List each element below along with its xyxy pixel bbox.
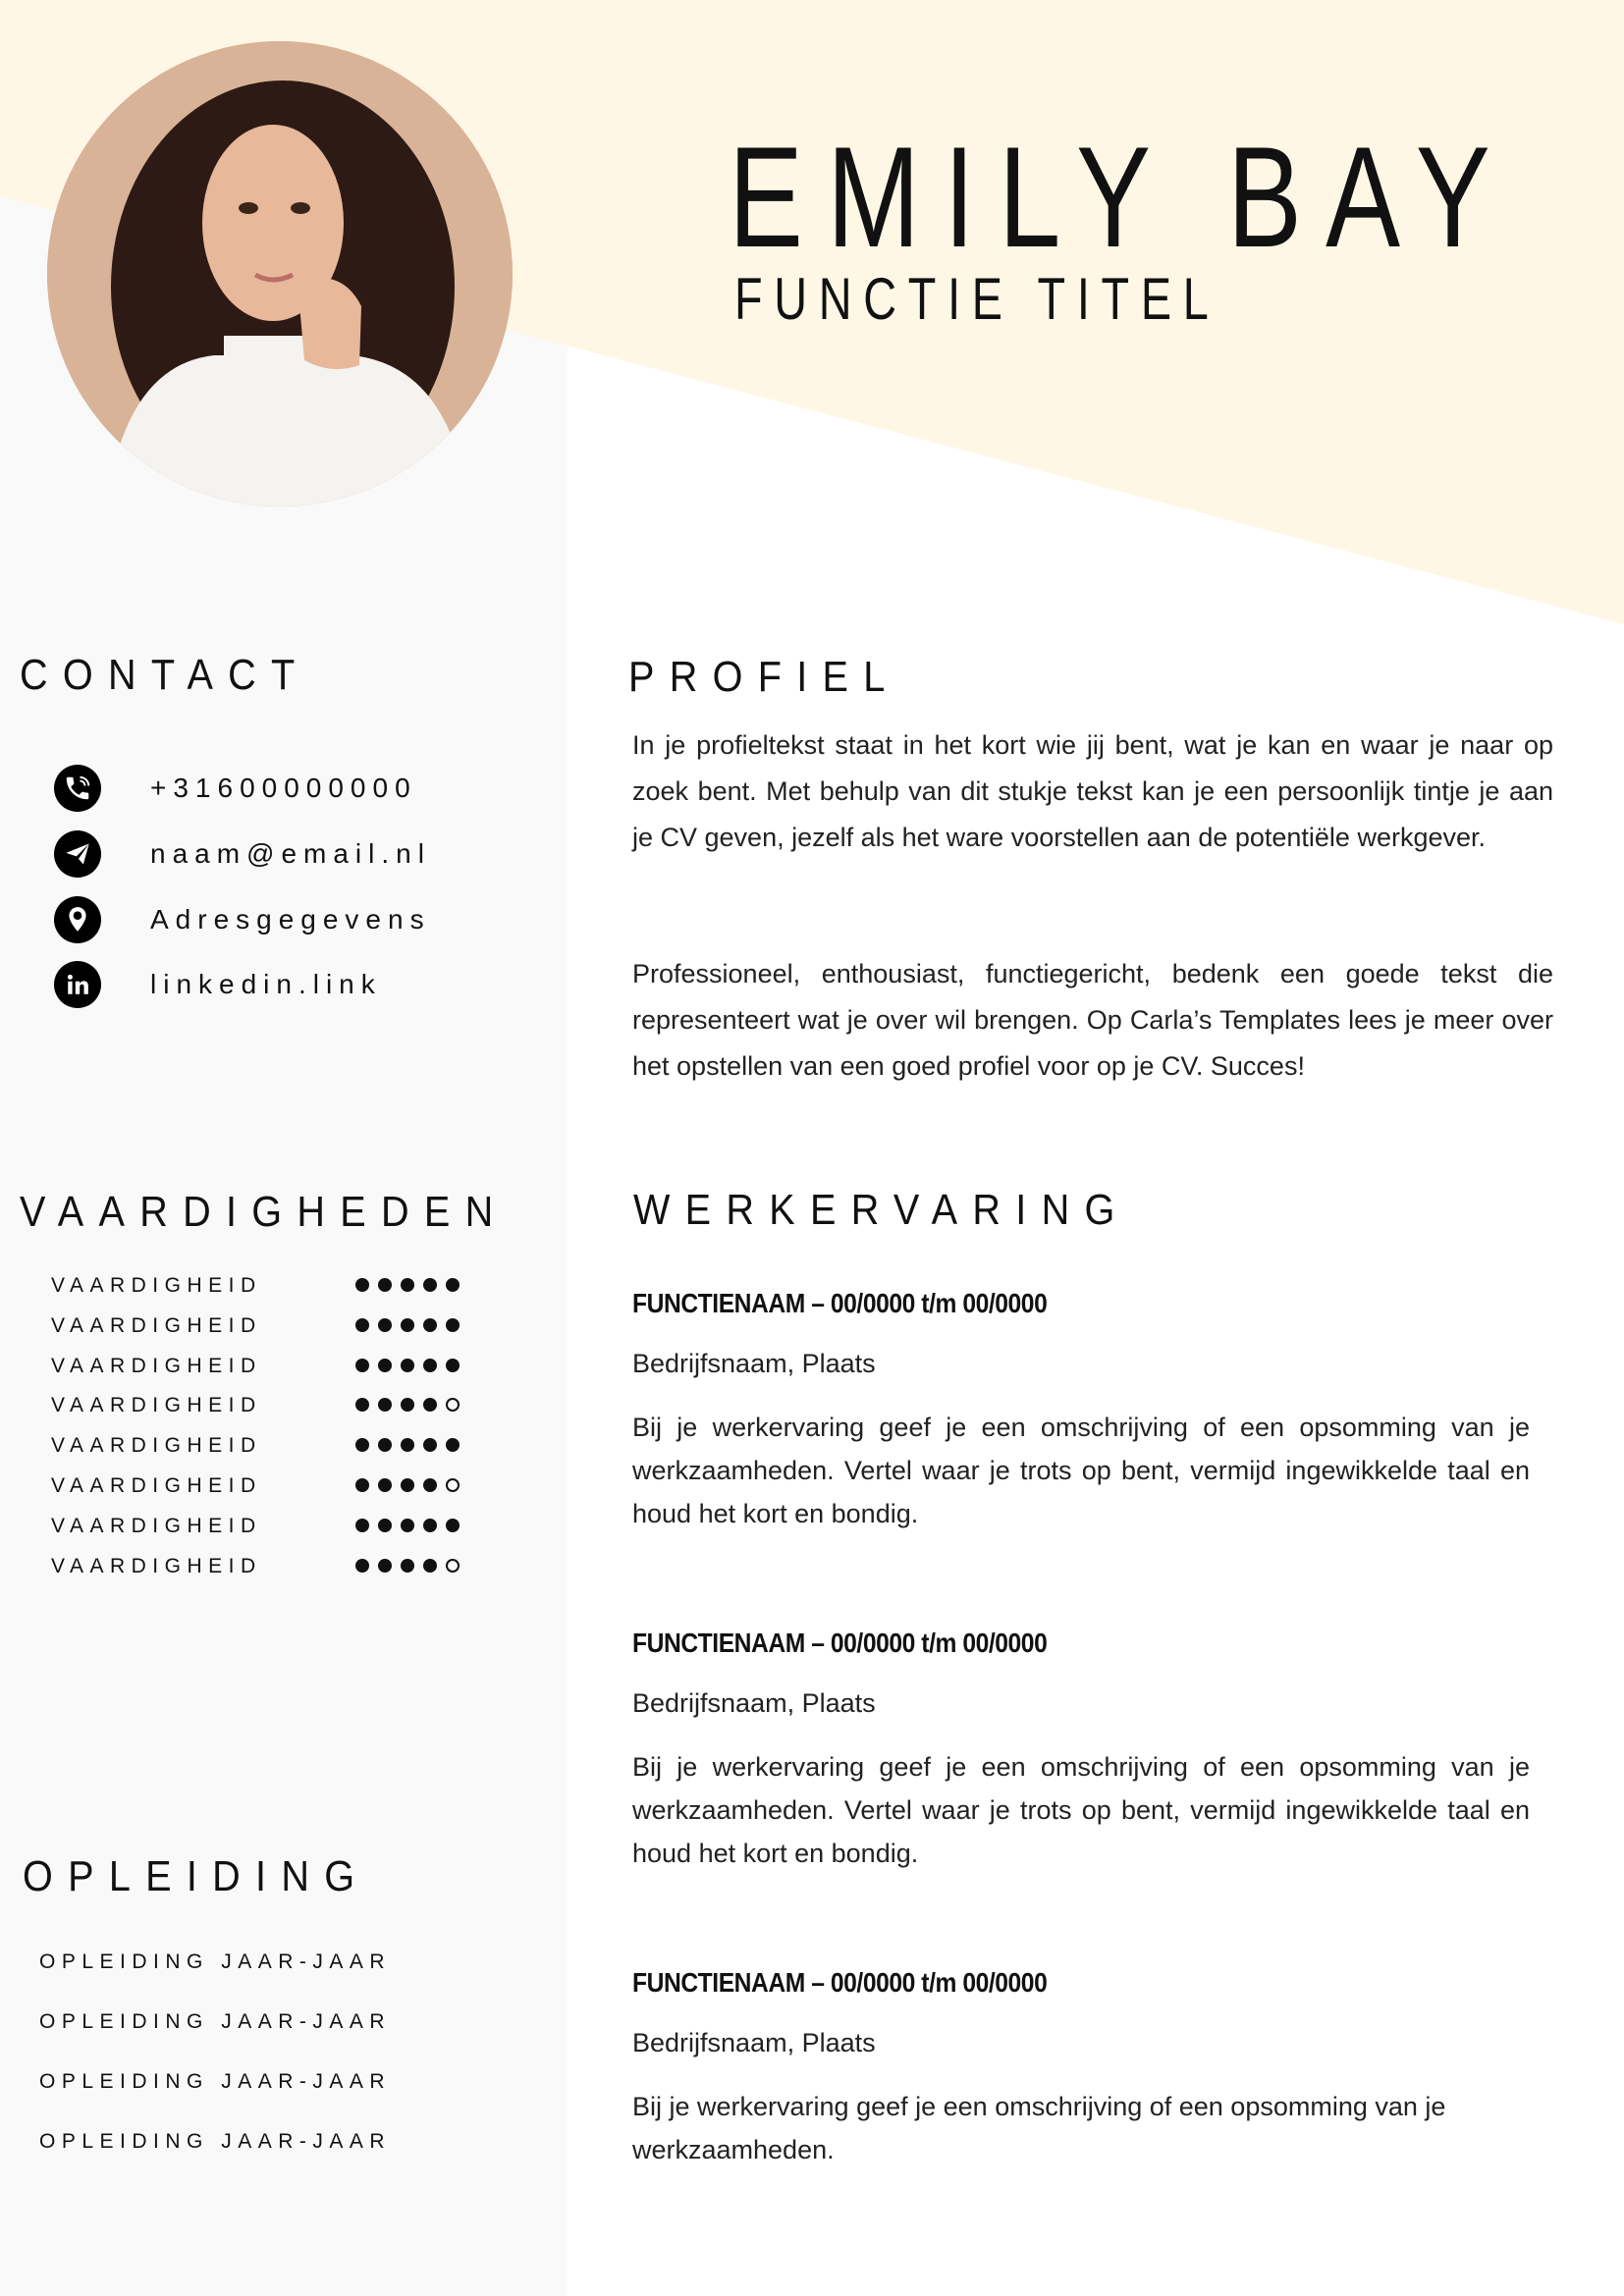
job-company: Bedrijfsnaam, Plaats [632,2028,876,2057]
filled-dot-icon [355,1278,369,1292]
education-item: OPLEIDING JAAR-JAAR [39,2010,392,2033]
skill-row [51,1274,473,1304]
filled-dot-icon [378,1438,392,1452]
filled-dot-icon [423,1398,437,1412]
profile-paragraph: Professioneel, enthousiast, functiegericht, bedenk een goede tekst die representeert wat je over wil brengen. Op Carla’s Templates lees je meer over het opstellen van een goed profiel voor op je CV. Succes! [632,959,1553,1081]
skill-label: VAARDIGHEID [51,1354,262,1377]
contact-heading: CONTACT [20,651,310,699]
phone-number[interactable]: +31600000000 [150,773,417,803]
filled-dot-icon [355,1438,369,1452]
skill-row [51,1555,473,1584]
education-item: OPLEIDING JAAR-JAAR [39,2130,392,2153]
filled-dot-icon [378,1398,392,1412]
filled-dot-icon [423,1438,437,1452]
skill-label: VAARDIGHEID [51,1434,262,1458]
education-heading: OPLEIDING [23,1852,370,1900]
education-item: OPLEIDING JAAR-JAAR [39,1950,392,1973]
send-icon [54,830,101,878]
skill-rating [355,1478,460,1492]
empty-dot-icon [446,1559,460,1573]
filled-dot-icon [378,1359,392,1372]
filled-dot-icon [446,1318,460,1332]
job-heading: FUNCTIENAAM – 00/0000 t/m 00/0000 [632,1288,1048,1318]
candidate-name: EMILY BAY [729,117,1514,277]
skill-label: VAARDIGHEID [51,1274,262,1297]
filled-dot-icon [378,1559,392,1573]
filled-dot-icon [423,1519,437,1532]
skill-rating [355,1438,460,1452]
skill-label: VAARDIGHEID [51,1474,262,1497]
filled-dot-icon [355,1359,369,1372]
profile-photo [47,41,513,507]
job-heading: FUNCTIENAAM – 00/0000 t/m 00/0000 [632,1628,1048,1658]
job-company: Bedrijfsnaam, Plaats [632,1349,876,1378]
skill-row [51,1515,473,1544]
skill-label: VAARDIGHEID [51,1313,262,1337]
profile-paragraph: In je profieltekst staat in het kort wie jij bent, wat je kan en waar je naar op zoek bent. Met behulp van dit stukje tekst kan je een persoonlijk tintje je aan je CV geven, jezelf als het ware voorstellen aan de potentiële werkgever. [632,730,1553,852]
skill-row [51,1355,473,1384]
linkedin-icon [54,961,101,1008]
filled-dot-icon [378,1478,392,1492]
skill-label: VAARDIGHEID [51,1514,262,1537]
skill-row [51,1474,473,1504]
filled-dot-icon [355,1318,369,1332]
job-company: Bedrijfsnaam, Plaats [632,1688,876,1718]
linkedin-link[interactable]: linkedin.link [150,969,382,999]
email-address[interactable]: naam@email.nl [150,838,431,869]
job-description: Bij je werkervaring geef je een omschrijving of een opsomming van je werkzaamheden. Vertel waar je trots op bent, vermijd ingewikkelde taal en houd het kort en bondig. [632,1752,1530,1868]
filled-dot-icon [378,1519,392,1532]
filled-dot-icon [401,1359,414,1372]
location-pin-icon [54,896,101,943]
contact-phone [54,764,417,813]
skill-rating [355,1519,460,1532]
filled-dot-icon [401,1519,414,1532]
skill-rating [355,1398,460,1412]
filled-dot-icon [423,1559,437,1573]
filled-dot-icon [401,1398,414,1412]
job-title: FUNCTIE TITEL [734,266,1220,332]
skill-label: VAARDIGHEID [51,1554,262,1577]
job-description: Bij je werkervaring geef je een omschrijving of een opsomming van je werkzaamheden. [632,2092,1446,2164]
filled-dot-icon [446,1438,460,1452]
filled-dot-icon [423,1478,437,1492]
filled-dot-icon [401,1559,414,1573]
filled-dot-icon [401,1278,414,1292]
job-heading: FUNCTIENAAM – 00/0000 t/m 00/0000 [632,1967,1048,1998]
skill-row [51,1434,473,1464]
filled-dot-icon [446,1278,460,1292]
skills-heading: VAARDIGHEDEN [20,1188,509,1236]
filled-dot-icon [446,1359,460,1372]
filled-dot-icon [446,1519,460,1532]
filled-dot-icon [378,1278,392,1292]
filled-dot-icon [423,1278,437,1292]
filled-dot-icon [401,1318,414,1332]
filled-dot-icon [401,1438,414,1452]
filled-dot-icon [378,1318,392,1332]
address-text: Adresgegevens [150,904,431,934]
filled-dot-icon [355,1559,369,1573]
skill-rating [355,1359,460,1372]
contact-address [54,895,431,944]
filled-dot-icon [423,1359,437,1372]
skill-row [51,1314,473,1344]
filled-dot-icon [355,1519,369,1532]
skill-rating [355,1278,460,1292]
skill-label: VAARDIGHEID [51,1394,262,1417]
education-item: OPLEIDING JAAR-JAAR [39,2070,392,2093]
filled-dot-icon [423,1318,437,1332]
job-description: Bij je werkervaring geef je een omschrijving of een opsomming van je werkzaamheden. Vertel waar je trots op bent, vermijd ingewikkelde taal en houd het kort en bondig. [632,1413,1530,1528]
empty-dot-icon [446,1398,460,1412]
filled-dot-icon [355,1478,369,1492]
contact-email [54,829,431,879]
phone-icon [54,765,101,812]
skill-rating [355,1318,460,1332]
contact-linkedin [54,960,382,1009]
profile-heading: PROFIEL [628,653,900,701]
empty-dot-icon [446,1478,460,1492]
filled-dot-icon [355,1398,369,1412]
skill-rating [355,1559,460,1573]
skill-row [51,1394,473,1423]
filled-dot-icon [401,1478,414,1492]
experience-heading: WERKERVARING [633,1186,1130,1234]
